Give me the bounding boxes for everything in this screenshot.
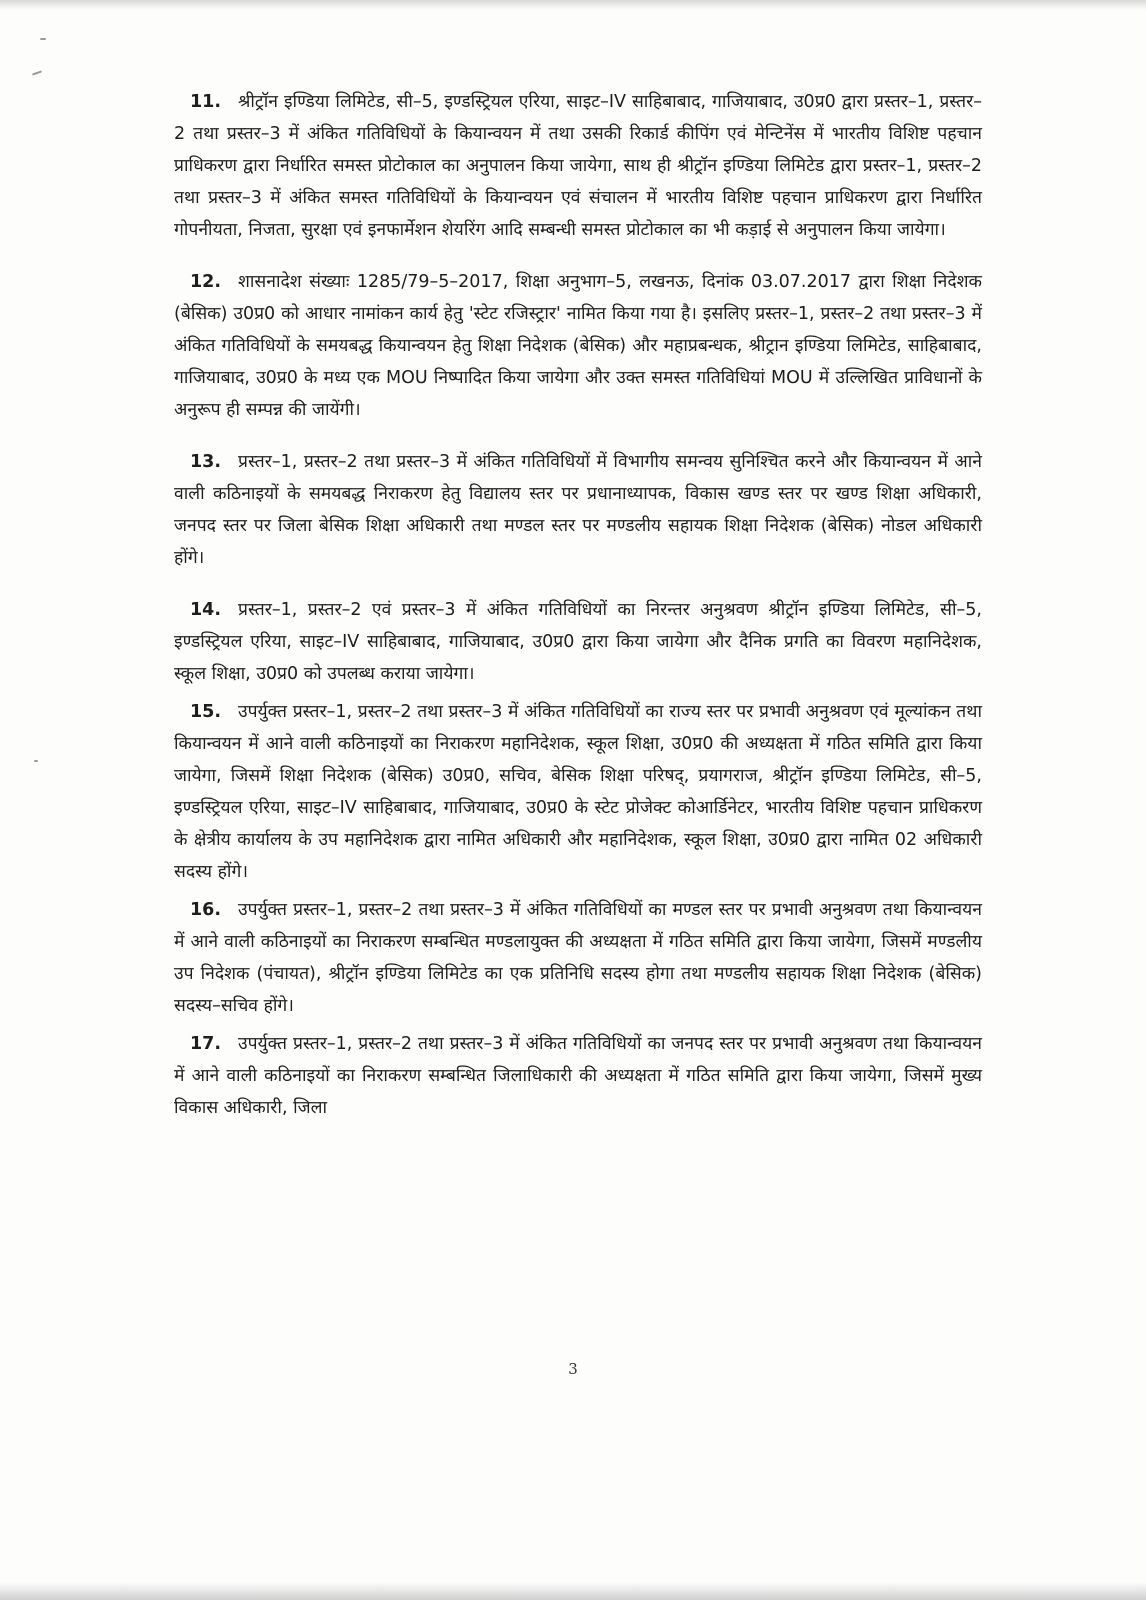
- paragraph-text: श्रीट्रॉन इण्डिया लिमिटेड, सी–5, इण्डस्ट्रियल एरिया, साइट–IV साहिबाबाद, गाजियाबाद, उ0प्र0 द्वारा प्रस्तर–1, प्रस्तर–2 तथा प्रस्तर–3 में अंकित गतिविधियों के कियान्वयन में तथा उसकी रिकार्ड कीपिंग एवं मेन्टिनेंस में भारतीय विशिष्ट पहचान प्राधिकरण द्वारा निर्धारित समस्त प्रोटोकाल का अनुपालन किया जायेगा, साथ ही श्रीट्रॉन इण्डिया लिमिटेड द्वारा प्रस्तर–1, प्रस्तर–2 तथा प्रस्तर–3 में अंकित समस्त गतिविधियों के कियान्वयन एवं संचालन में भारतीय विशिष्ट पहचान प्राधिकरण द्वारा निर्धारित गोपनीयता, निजता, सुरक्षा एवं इनफार्मेशन शेयरिंग आदि सम्बन्धी समस्त प्रोटोकाल का भी कड़ाई से अनुपालन किया जायेगा।: [174, 92, 982, 240]
- paragraph-number: 12.: [190, 272, 222, 292]
- paragraph-text: उपर्युक्त प्रस्तर–1, प्रस्तर–2 तथा प्रस्तर–3 में अंकित गतिविधियों का जनपद स्तर पर प्रभावी अनुश्रवण तथा कियान्वयन में आने वाली कठिनाइयों का निराकरण सम्बन्धित जिलाधिकारी की अध्यक्षता में गठित समिति द्वारा किया जायेगा, जिसमें मुख्य विकास अधिकारी, जिला: [174, 1034, 982, 1118]
- paragraph-text: प्रस्तर–1, प्रस्तर–2 तथा प्रस्तर–3 में अंकित गतिविधियों में विभागीय समन्वय सुनिश्चित करने और कियान्वयन में आने वाली कठिनाइयों के समयबद्ध निराकरण हेतु विद्यालय स्तर पर प्रधानाध्यापक, विकास खण्ड स्तर पर खण्ड शिक्षा अधिकारी, जनपद स्तर पर जिला बेसिक शिक्षा अधिकारी तथा मण्डल स्तर पर मण्डलीय सहायक शिक्षा निदेशक (बेसिक) नोडल अधिकारी होंगे।: [174, 452, 982, 568]
- paragraph-text: प्रस्तर–1, प्रस्तर–2 एवं प्रस्तर–3 में अंकित गतिविधियों का निरन्तर अनुश्रवण श्रीट्रॉन इण्डिया लिमिटेड, सी–5, इण्डस्ट्रियल एरिया, साइट–IV साहिबाबाद, गाजियाबाद, उ0प्र0 द्वारा किया जायेगा और दैनिक प्रगति का विवरण महानिदेशक, स्कूल शिक्षा, उ0प्र0 को उपलब्ध कराया जायेगा।: [174, 600, 982, 684]
- paragraph-number: 13.: [190, 452, 222, 472]
- scan-shadow-bottom: [0, 1582, 1146, 1600]
- paragraph-number: 17.: [190, 1034, 222, 1054]
- paragraph-text: उपर्युक्त प्रस्तर–1, प्रस्तर–2 तथा प्रस्तर–3 में अंकित गतिविधियों का राज्य स्तर पर प्रभावी अनुश्रवण एवं मूल्यांकन तथा कियान्वयन में आने वाली कठिनाइयों का निराकरण महानिदेशक, स्कूल शिक्षा, उ0प्र0 की अध्यक्षता में गठित समिति द्वारा किया जायेगा, जिसमें शिक्षा निदेशक (बेसिक) उ0प्र0, सचिव, बेसिक शिक्षा परिषद्, प्रयागराज, श्रीट्रॉन इण्डिया लिमिटेड, सी–5, इण्डस्ट्रियल एरिया, साइट–IV साहिबाबाद, गाजियाबाद, उ0प्र0 के स्टेट प्रोजेक्ट कोआर्डिनेटर, भारतीय विशिष्ट पहचान प्राधिकरण के क्षेत्रीय कार्यालय के उप महानिदेशक द्वारा नामित अधिकारी और महानिदेशक, स्कूल शिक्षा, उ0प्र0 द्वारा नामित 02 अधिकारी सदस्य होंगे।: [174, 702, 982, 882]
- paragraph-15: [174, 696, 982, 888]
- paragraph-13: [174, 446, 982, 574]
- paragraph-16: [174, 894, 982, 1022]
- document-body: [174, 86, 982, 1124]
- scan-speck: [40, 38, 46, 40]
- paragraph-11: [174, 86, 982, 246]
- paragraph-number: 16.: [190, 900, 222, 920]
- paragraph-text: उपर्युक्त प्रस्तर–1, प्रस्तर–2 तथा प्रस्तर–3 में अंकित गतिविधियों का मण्डल स्तर पर प्रभावी अनुश्रवण तथा कियान्वयन में आने वाली कठिनाइयों का निराकरण सम्बन्धित मण्डलायुक्त की अध्यक्षता में गठित समिति द्वारा किया जायेगा, जिसमें मण्डलीय उप निदेशक (पंचायत), श्रीट्रॉन इण्डिया लिमिटेड का एक प्रतिनिधि सदस्य होगा तथा मण्डलीय सहायक शिक्षा निदेशक (बेसिक) सदस्य–सचिव होंगे।: [174, 900, 982, 1016]
- scan-speck: [32, 70, 42, 75]
- paragraph-17: [174, 1028, 982, 1124]
- paragraph-number: 14.: [190, 600, 222, 620]
- paragraph-12: [174, 266, 982, 426]
- paragraph-number: 15.: [190, 702, 222, 722]
- scan-shadow-top: [0, 0, 1146, 10]
- paragraph-number: 11.: [190, 92, 222, 112]
- paragraph-14: [174, 594, 982, 690]
- scan-speck: [34, 760, 38, 762]
- paragraph-text: शासनादेश संख्याः 1285/79–5–2017, शिक्षा अनुभाग–5, लखनऊ, दिनांक 03.07.2017 द्वारा शिक्षा निदेशक (बेसिक) उ0प्र0 को आधार नामांकन कार्य हेतु 'स्टेट रजिस्ट्रार' नामित किया गया है। इसलिए प्रस्तर–1, प्रस्तर–2 तथा प्रस्तर–3 में अंकित गतिविधियों के समयबद्ध कियान्वयन हेतु शिक्षा निदेशक (बेसिक) और महाप्रबन्धक, श्रीट्रान इण्डिया लिमिटेड, साहिबाबाद, गाजियाबाद, उ0प्र0 के मध्य एक MOU निष्पादित किया जायेगा और उक्त समस्त गतिविधियां MOU में उल्लिखित प्राविधानों के अनुरूप ही सम्पन्न की जायेंगी।: [174, 272, 982, 420]
- page-number: 3: [568, 1360, 578, 1378]
